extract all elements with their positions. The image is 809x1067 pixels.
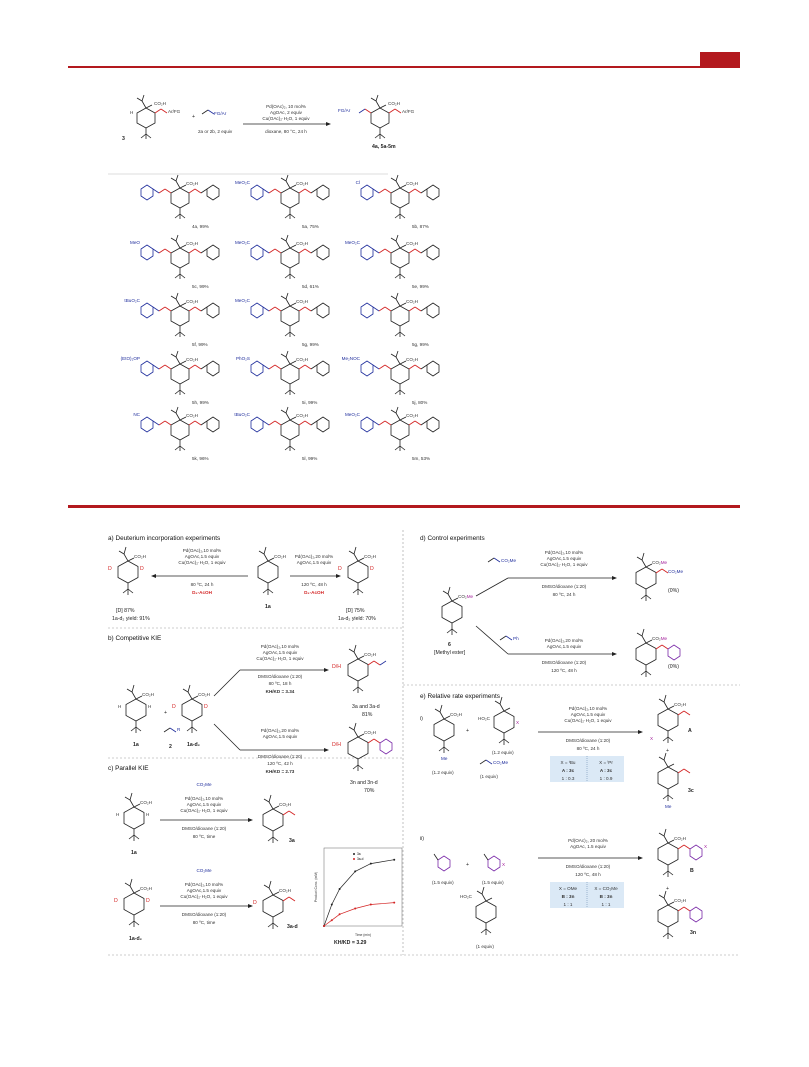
svg-text:Cu(OAc)₂·H₂O, 1 equiv: Cu(OAc)₂·H₂O, 1 equiv bbox=[180, 894, 228, 899]
svg-text:CO₂Me: CO₂Me bbox=[196, 868, 212, 873]
svg-text:Pd(OAc)₂,10 mol%: Pd(OAc)₂,10 mol% bbox=[260, 644, 300, 649]
svg-text:[Methyl ester]: [Methyl ester] bbox=[434, 650, 466, 656]
svg-text:Me: Me bbox=[441, 756, 448, 761]
data-point bbox=[393, 902, 395, 904]
svg-text:1 : 0.3: 1 : 0.3 bbox=[561, 776, 575, 781]
svg-text:80 ºC, time: 80 ºC, time bbox=[192, 920, 216, 925]
compound-label: 5e, 99% bbox=[412, 284, 429, 289]
svg-text:Ar/FG: Ar/FG bbox=[168, 109, 181, 114]
svg-text:H: H bbox=[116, 812, 120, 817]
panel-e-i-sub2 bbox=[478, 697, 519, 755]
svg-text:(0%): (0%) bbox=[668, 588, 679, 594]
svg-text:Pd(OAc)₂,10 mol%: Pd(OAc)₂,10 mol% bbox=[544, 550, 584, 555]
svg-text:AgOAc,1.5 equiv: AgOAc,1.5 equiv bbox=[184, 554, 220, 559]
co2h-label: CO₂H bbox=[406, 241, 418, 246]
svg-text:CO₂H: CO₂H bbox=[140, 800, 152, 805]
scheme-mechanistic-studies bbox=[68, 520, 740, 960]
compound-label: 5g, 99% bbox=[412, 342, 429, 347]
panel-d-product-top bbox=[636, 553, 684, 601]
panel-e-ii-product-3n bbox=[658, 891, 702, 939]
svg-text:AgOAc,1.5 equiv: AgOAc,1.5 equiv bbox=[262, 734, 298, 739]
svg-text:D: D bbox=[338, 566, 342, 572]
svg-text:1a: 1a bbox=[133, 742, 139, 748]
svg-text:+: + bbox=[666, 748, 670, 754]
substituent-label: PhO₂S bbox=[235, 356, 250, 361]
svg-text:Cu(OAc)₂·H₂O, 1 equiv: Cu(OAc)₂·H₂O, 1 equiv bbox=[262, 116, 310, 121]
svg-text:D: D bbox=[140, 566, 144, 572]
svg-text:3a-d: 3a-d bbox=[357, 857, 364, 861]
svg-text:+: + bbox=[466, 728, 470, 734]
svg-text:3c: 3c bbox=[688, 788, 694, 794]
product-compound bbox=[130, 235, 219, 289]
svg-text:X = CO₂Me: X = CO₂Me bbox=[594, 886, 618, 891]
svg-text:80 ºC, 24 h: 80 ºC, 24 h bbox=[190, 582, 214, 587]
compound-label: 5k, 96% bbox=[192, 456, 209, 461]
panel-d-alkene-bottom bbox=[500, 636, 519, 641]
svg-text:AgOAc,1.5 equiv: AgOAc,1.5 equiv bbox=[570, 712, 606, 717]
substituent-label: MeO bbox=[130, 240, 140, 245]
svg-text:AgOAc,1.5 equiv: AgOAc,1.5 equiv bbox=[262, 650, 298, 655]
svg-text:Product Conc. (mM): Product Conc. (mM) bbox=[314, 871, 318, 903]
co2h-label: CO₂H bbox=[186, 181, 198, 186]
reagent-label: 2a or 2b, 2 equiv bbox=[198, 129, 233, 134]
svg-text:A : 3c: A : 3c bbox=[561, 768, 575, 773]
co2h-label: CO₂H bbox=[296, 181, 308, 186]
data-point bbox=[331, 904, 333, 906]
svg-text:80 ºC, 24 h: 80 ºC, 24 h bbox=[552, 592, 576, 597]
co2h-label: CO₂H bbox=[186, 241, 198, 246]
header-accent-block bbox=[700, 52, 740, 66]
svg-text:3a: 3a bbox=[357, 852, 361, 856]
svg-text:CO₂H: CO₂H bbox=[279, 802, 291, 807]
svg-text:Pd(OAc)₂, 20 mol%: Pd(OAc)₂, 20 mol% bbox=[568, 838, 608, 843]
panel-a-right-product bbox=[338, 547, 376, 595]
svg-text:DMSO/dioxane (1:20): DMSO/dioxane (1:20) bbox=[565, 864, 611, 869]
panel-d-alkene-top bbox=[488, 558, 517, 563]
data-point bbox=[370, 904, 372, 906]
svg-text:CO₂Me: CO₂Me bbox=[652, 560, 668, 565]
svg-text:+: + bbox=[666, 886, 670, 892]
compound-label: 5b, 87% bbox=[412, 224, 429, 229]
svg-text:dioxane, 80 °C, 24 h: dioxane, 80 °C, 24 h bbox=[265, 129, 307, 134]
substituent-label: (EtO)₂OP bbox=[120, 356, 140, 361]
svg-text:X: X bbox=[704, 844, 708, 849]
svg-text:D: D bbox=[114, 898, 118, 904]
svg-text:80 ºC, 24 h: 80 ºC, 24 h bbox=[576, 746, 600, 751]
svg-text:H: H bbox=[130, 110, 134, 115]
svg-text:CO₂Me: CO₂Me bbox=[493, 760, 509, 765]
svg-text:3a-d: 3a-d bbox=[287, 924, 298, 930]
product-grid bbox=[121, 175, 439, 461]
panel-c-title: c) Parallel KIE bbox=[108, 765, 149, 772]
panel-c-3a-d bbox=[253, 881, 298, 930]
co2h-label: CO₂H bbox=[406, 357, 418, 362]
svg-text:3n: 3n bbox=[690, 930, 697, 936]
svg-text:CO₂H: CO₂H bbox=[140, 886, 152, 891]
svg-text:CO₂Me: CO₂Me bbox=[196, 782, 212, 787]
kie-chart bbox=[314, 848, 402, 937]
section-divider bbox=[68, 505, 740, 508]
svg-text:DMSO/dioxane (1:20): DMSO/dioxane (1:20) bbox=[181, 912, 227, 917]
panel-e-ii-styrene bbox=[432, 854, 454, 885]
co2h-label: CO₂H bbox=[406, 181, 418, 186]
header-rule bbox=[68, 66, 740, 68]
compound-label: 5m, 53% bbox=[412, 456, 431, 461]
scheme1-product bbox=[338, 95, 415, 150]
substituent-label: tBuO₂C bbox=[124, 298, 140, 303]
svg-text:Pd(OAc)₂,10 mol%: Pd(OAc)₂,10 mol% bbox=[184, 882, 224, 887]
svg-text:FG/Ar: FG/Ar bbox=[338, 108, 351, 113]
data-point bbox=[354, 908, 356, 910]
svg-text:CO₂H: CO₂H bbox=[274, 554, 286, 559]
svg-text:D₄-AcOH: D₄-AcOH bbox=[304, 590, 324, 595]
panel-e-i-alkene bbox=[480, 760, 509, 779]
svg-text:B : 3n: B : 3n bbox=[561, 894, 575, 899]
svg-text:1a-d₂ yield: 91%: 1a-d₂ yield: 91% bbox=[112, 616, 150, 622]
panel-e-ii-product-b bbox=[658, 829, 707, 877]
svg-text:D: D bbox=[253, 900, 257, 906]
svg-text:Me: Me bbox=[665, 804, 672, 809]
svg-text:HO₂C: HO₂C bbox=[460, 894, 472, 899]
panel-e-ii-acid bbox=[460, 887, 496, 949]
panel-b-alkene bbox=[164, 727, 181, 750]
compound-label: 5d, 61% bbox=[302, 284, 319, 289]
svg-text:B: B bbox=[690, 868, 694, 874]
substituent-label: NC bbox=[133, 412, 140, 417]
svg-text:+: + bbox=[192, 114, 196, 120]
scheme-substrate-scope bbox=[68, 78, 740, 498]
svg-text:(1.2 equiv): (1.2 equiv) bbox=[432, 770, 454, 775]
svg-text:80 ºC, time: 80 ºC, time bbox=[192, 834, 216, 839]
product-compound bbox=[235, 235, 329, 289]
co2h-label: CO₂H bbox=[296, 241, 308, 246]
scheme1-reactant bbox=[122, 95, 181, 142]
svg-text:AgOAc,1.5 equiv: AgOAc,1.5 equiv bbox=[186, 802, 222, 807]
compound-label: 5i, 99% bbox=[302, 400, 318, 405]
svg-text:R: R bbox=[177, 727, 181, 732]
svg-text:D/H: D/H bbox=[332, 742, 341, 748]
svg-text:1a: 1a bbox=[265, 604, 271, 610]
svg-text:(1.2 equiv): (1.2 equiv) bbox=[492, 750, 514, 755]
scheme1-alkene bbox=[202, 110, 227, 116]
svg-text:CO₂Me: CO₂Me bbox=[668, 569, 684, 574]
panel-d-product-bottom bbox=[636, 629, 680, 677]
svg-text:DMSO/dioxane (1:20): DMSO/dioxane (1:20) bbox=[257, 754, 303, 759]
panel-b-title: b) Competitive KIE bbox=[108, 635, 162, 642]
svg-text:120 ºC, 42 h: 120 ºC, 42 h bbox=[267, 761, 293, 766]
product-compound bbox=[345, 235, 439, 289]
svg-text:CO₂H: CO₂H bbox=[154, 101, 166, 106]
svg-text:Pd(OAc)₂,20 mol%: Pd(OAc)₂,20 mol% bbox=[294, 554, 334, 559]
svg-text:H: H bbox=[148, 704, 152, 709]
substituent-label: MeO₂C bbox=[234, 180, 250, 185]
svg-text:DMSO/dioxane (1:20): DMSO/dioxane (1:20) bbox=[541, 584, 587, 589]
svg-text:+: + bbox=[466, 862, 470, 868]
svg-text:3a and 3a-d: 3a and 3a-d bbox=[352, 704, 380, 710]
svg-text:CO₂H: CO₂H bbox=[198, 692, 210, 697]
svg-text:i): i) bbox=[420, 716, 423, 722]
svg-text:AgOAc,1.5 equiv: AgOAc,1.5 equiv bbox=[546, 556, 582, 561]
svg-text:Cu(OAc)₂·H₂O, 1 equiv: Cu(OAc)₂·H₂O, 1 equiv bbox=[256, 656, 304, 661]
panel-e-i-sub1 bbox=[432, 705, 462, 775]
data-point bbox=[339, 913, 341, 915]
svg-text:1a-d₂: 1a-d₂ bbox=[129, 936, 142, 942]
svg-text:2: 2 bbox=[169, 744, 172, 750]
data-point bbox=[331, 919, 333, 921]
data-point bbox=[393, 859, 395, 861]
product-compound bbox=[235, 175, 329, 229]
panel-b-top-product bbox=[332, 645, 386, 693]
svg-text:Pd(OAc)₂,10 mol%: Pd(OAc)₂,10 mol% bbox=[184, 796, 224, 801]
co2h-label: CO₂H bbox=[186, 357, 198, 362]
panel-a-center bbox=[258, 547, 286, 610]
compound-label: 4a, 99% bbox=[192, 224, 209, 229]
svg-text:Pd(OAc)₂,10 mol%: Pd(OAc)₂,10 mol% bbox=[568, 706, 608, 711]
svg-text:120 ºC, 48 h: 120 ºC, 48 h bbox=[301, 582, 327, 587]
svg-text:FG/Ar: FG/Ar bbox=[214, 111, 227, 116]
product-compound bbox=[236, 351, 329, 405]
co2h-label: CO₂H bbox=[296, 357, 308, 362]
svg-text:(0%): (0%) bbox=[668, 664, 679, 670]
svg-text:CO₂Me: CO₂Me bbox=[652, 636, 668, 641]
panel-c-3a bbox=[263, 795, 295, 844]
svg-text:CO₂Me: CO₂Me bbox=[458, 594, 474, 599]
svg-text:CO₂H: CO₂H bbox=[450, 712, 462, 717]
svg-text:D: D bbox=[204, 704, 208, 710]
svg-text:CO₂H: CO₂H bbox=[674, 836, 686, 841]
svg-text:120 ºC, 48 h: 120 ºC, 48 h bbox=[551, 668, 577, 673]
svg-text:AgOAc,1.5 equiv: AgOAc,1.5 equiv bbox=[186, 888, 222, 893]
panel-e-title: e) Relative rate experiments bbox=[420, 693, 500, 700]
svg-text:Cu(OAc)₂·H₂O, 1 equiv: Cu(OAc)₂·H₂O, 1 equiv bbox=[540, 562, 588, 567]
data-point bbox=[339, 888, 341, 890]
svg-text:H: H bbox=[118, 704, 122, 709]
panel-a-title: a) Deuterium incorporation experiments bbox=[108, 535, 221, 542]
svg-text:80 ºC, 18 h: 80 ºC, 18 h bbox=[268, 681, 292, 686]
substituent-label: MeO₂C bbox=[234, 298, 250, 303]
svg-text:(1 equiv): (1 equiv) bbox=[476, 944, 494, 949]
svg-text:X: X bbox=[502, 862, 506, 867]
svg-text:AgOAc, 2 equiv: AgOAc, 2 equiv bbox=[270, 110, 302, 115]
svg-text:81%: 81% bbox=[362, 712, 373, 718]
substituent-label: Me₂NOC bbox=[341, 356, 360, 361]
svg-text:Time (min): Time (min) bbox=[354, 933, 372, 937]
svg-text:(1.5 equiv): (1.5 equiv) bbox=[432, 880, 454, 885]
panel-e-i-product-3c bbox=[658, 753, 694, 809]
substituent-label: MeO₂C bbox=[344, 240, 360, 245]
svg-text:1 : 1: 1 : 1 bbox=[563, 902, 573, 907]
svg-text:CO₂H: CO₂H bbox=[388, 101, 400, 106]
product-compound bbox=[342, 351, 439, 405]
product-compound bbox=[235, 293, 329, 347]
co2h-label: CO₂H bbox=[296, 299, 308, 304]
svg-text:CO₂H: CO₂H bbox=[364, 652, 376, 657]
product-compound bbox=[361, 293, 439, 347]
co2h-label: CO₂H bbox=[186, 413, 198, 418]
panel-b-1a bbox=[118, 685, 154, 748]
svg-text:CO₂H: CO₂H bbox=[364, 730, 376, 735]
svg-text:3a: 3a bbox=[289, 838, 295, 844]
svg-text:CO₂H: CO₂H bbox=[674, 702, 686, 707]
svg-text:3: 3 bbox=[122, 136, 125, 142]
svg-text:B : 3n: B : 3n bbox=[599, 894, 613, 899]
svg-text:KH/KD = 3.29: KH/KD = 3.29 bbox=[334, 940, 367, 946]
svg-text:X = ᵗBu: X = ᵗBu bbox=[560, 760, 576, 765]
svg-text:CO₂H: CO₂H bbox=[134, 554, 146, 559]
svg-text:+: + bbox=[164, 710, 168, 716]
co2h-label: CO₂H bbox=[406, 413, 418, 418]
svg-text:D: D bbox=[108, 566, 112, 572]
product-compound bbox=[121, 351, 219, 405]
panel-e-i-table bbox=[550, 756, 624, 782]
svg-text:[D] 75%: [D] 75% bbox=[346, 608, 365, 614]
panel-e-ii-table bbox=[550, 882, 624, 908]
substituent-label: tBuO₂C bbox=[234, 412, 250, 417]
svg-text:D/H: D/H bbox=[332, 664, 341, 670]
svg-text:CO₂Me: CO₂Me bbox=[501, 558, 517, 563]
panel-a-left-product bbox=[108, 547, 146, 595]
svg-text:3n and 3n-d: 3n and 3n-d bbox=[350, 780, 378, 786]
svg-text:KH/KD = 3.34: KH/KD = 3.34 bbox=[265, 689, 295, 694]
svg-text:Pd(OAc)₂,20 mol%: Pd(OAc)₂,20 mol% bbox=[260, 728, 300, 733]
svg-text:ii): ii) bbox=[420, 836, 425, 842]
svg-text:HO₂C: HO₂C bbox=[478, 716, 490, 721]
svg-text:(1 equiv): (1 equiv) bbox=[480, 774, 498, 779]
svg-text:CO₂H: CO₂H bbox=[674, 898, 686, 903]
svg-text:X = ⁱPr: X = ⁱPr bbox=[599, 760, 613, 765]
substituent-label: Cl bbox=[355, 180, 360, 185]
svg-text:CO₂H: CO₂H bbox=[364, 554, 376, 559]
svg-text:X: X bbox=[516, 720, 520, 725]
product-compound bbox=[133, 407, 219, 461]
substituent-label: MeO₂C bbox=[234, 240, 250, 245]
svg-text:A : 3c: A : 3c bbox=[599, 768, 613, 773]
svg-text:CO₂H: CO₂H bbox=[279, 888, 291, 893]
svg-text:Pd(OAc)₂, 10 mol%: Pd(OAc)₂, 10 mol% bbox=[266, 104, 306, 109]
svg-text:D: D bbox=[172, 704, 176, 710]
co2h-label: CO₂H bbox=[406, 299, 418, 304]
svg-text:A: A bbox=[688, 728, 692, 734]
svg-text:DMSO/dioxane (1:20): DMSO/dioxane (1:20) bbox=[257, 674, 303, 679]
data-point bbox=[370, 863, 372, 865]
panel-c-1a-d2 bbox=[114, 879, 152, 942]
svg-text:1a-d₂ yield: 70%: 1a-d₂ yield: 70% bbox=[338, 616, 376, 622]
panel-d-title: d) Control experiments bbox=[420, 535, 485, 542]
compound-label: 5c, 99% bbox=[192, 284, 209, 289]
panel-e-i-product-a bbox=[650, 695, 692, 743]
compound-label: 5h, 99% bbox=[192, 400, 209, 405]
svg-text:4a, 5a-5m: 4a, 5a-5m bbox=[372, 144, 396, 150]
svg-text:DMSO/dioxane (1:20): DMSO/dioxane (1:20) bbox=[541, 660, 587, 665]
svg-text:AgOAc, 1.5 equiv: AgOAc, 1.5 equiv bbox=[570, 844, 606, 849]
svg-text:Cu(OAc)₂·H₂O, 1 equiv: Cu(OAc)₂·H₂O, 1 equiv bbox=[180, 808, 228, 813]
compound-label: 5j, 80% bbox=[412, 400, 428, 405]
substituent-label: MeO₂C bbox=[344, 412, 360, 417]
product-compound bbox=[356, 175, 439, 229]
compound-label: 5l, 99% bbox=[302, 456, 318, 461]
svg-text:Ph: Ph bbox=[513, 636, 519, 641]
svg-text:1a: 1a bbox=[131, 850, 137, 856]
svg-text:H: H bbox=[146, 812, 150, 817]
data-point bbox=[323, 925, 325, 927]
svg-text:120 ºC, 48 h: 120 ºC, 48 h bbox=[575, 872, 601, 877]
compound-label: 5g, 99% bbox=[302, 342, 319, 347]
co2h-label: CO₂H bbox=[296, 413, 308, 418]
svg-text:D₄-AcOH: D₄-AcOH bbox=[192, 590, 212, 595]
svg-text:1 : 0.9: 1 : 0.9 bbox=[599, 776, 613, 781]
panel-b-bottom-product bbox=[332, 723, 392, 771]
svg-text:[D] 87%: [D] 87% bbox=[116, 608, 135, 614]
svg-text:DMSO/dioxane (1:20): DMSO/dioxane (1:20) bbox=[181, 826, 227, 831]
svg-text:D: D bbox=[146, 898, 150, 904]
panel-c-1a bbox=[116, 793, 152, 856]
svg-text:X = OMe: X = OMe bbox=[558, 886, 578, 891]
compound-label: 5f, 99% bbox=[192, 342, 208, 347]
svg-text:Pd(OAc)₂,10 mol%: Pd(OAc)₂,10 mol% bbox=[182, 548, 222, 553]
panel-b-1a-d2 bbox=[172, 685, 210, 748]
product-compound bbox=[124, 293, 219, 347]
svg-text:AgOAc,1.5 equiv: AgOAc,1.5 equiv bbox=[296, 560, 332, 565]
co2h-label: CO₂H bbox=[186, 299, 198, 304]
product-compound bbox=[234, 407, 329, 461]
svg-text:KH/KD = 2.73: KH/KD = 2.73 bbox=[265, 769, 295, 774]
svg-text:Cu(OAc)₂·H₂O, 1 equiv: Cu(OAc)₂·H₂O, 1 equiv bbox=[178, 560, 226, 565]
svg-text:Pd(OAc)₂,20 mol%: Pd(OAc)₂,20 mol% bbox=[544, 638, 584, 643]
svg-text:D: D bbox=[370, 566, 374, 572]
panel-e-ii-aryl-alkene bbox=[482, 854, 505, 885]
svg-text:(1.5 equiv): (1.5 equiv) bbox=[482, 880, 504, 885]
svg-text:Cu(OAc)₂·H₂O, 1 equiv: Cu(OAc)₂·H₂O, 1 equiv bbox=[564, 718, 612, 723]
product-compound bbox=[141, 175, 219, 229]
compound-label: 5a, 75% bbox=[302, 224, 319, 229]
data-point bbox=[354, 870, 356, 872]
svg-text:DMSO/dioxane (1:20): DMSO/dioxane (1:20) bbox=[565, 738, 611, 743]
svg-text:X: X bbox=[650, 736, 654, 741]
product-compound bbox=[345, 407, 439, 461]
svg-text:1a-d₂: 1a-d₂ bbox=[187, 742, 200, 748]
svg-text:70%: 70% bbox=[364, 788, 375, 794]
svg-text:AgOAc,1.5 equiv: AgOAc,1.5 equiv bbox=[546, 644, 582, 649]
panel-d-substrate bbox=[434, 587, 474, 656]
svg-text:1 : 1: 1 : 1 bbox=[601, 902, 611, 907]
svg-text:Ar/FG: Ar/FG bbox=[402, 109, 415, 114]
svg-text:CO₂H: CO₂H bbox=[142, 692, 154, 697]
svg-text:6: 6 bbox=[448, 642, 451, 648]
